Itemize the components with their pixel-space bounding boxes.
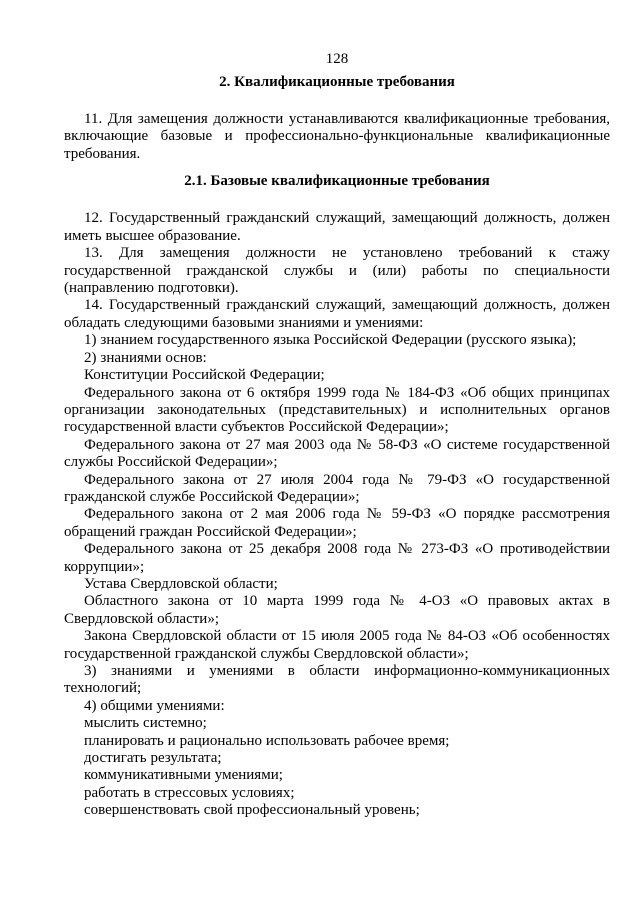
paragraph: планировать и рационально использовать рабочее время; bbox=[84, 732, 450, 749]
paragraph: 11. Для замещения должности устанавливаются квалификационные требования, включающие базовые и профессионально-функциональные квалификационные требования. bbox=[64, 110, 610, 162]
paragraph: Областного закона от 10 марта 1999 года № 4-ОЗ «О правовых актах в Свердловской области»; bbox=[64, 593, 610, 627]
paragraph: Закона Свердловской области от 15 июля 2005 года № 84-ОЗ «Об особенностях государственной гражданской службы Свердловской области»; bbox=[64, 628, 610, 662]
paragraph: 2) знаниями основ: bbox=[84, 349, 207, 366]
paragraph: Федерального закона от 6 октября 1999 года № 184-ФЗ «Об общих принципах организации законодательных (представительных) и исполнительных органов государственной власти субъектов Российской Федерации»; bbox=[64, 384, 610, 436]
paragraph: 3) знаниями и умениями в области информационно-коммуникационных технологий; bbox=[64, 663, 610, 697]
paragraph: Федерального закона от 27 июля 2004 года № 79-ФЗ «О государственной гражданской службе Российской Федерации»; bbox=[64, 471, 610, 505]
paragraph: 1) знанием государственного языка Российской Федерации (русского языка); bbox=[84, 332, 577, 349]
chapter-heading: 2. Квалификационные требования bbox=[219, 74, 455, 91]
paragraph: коммуникативными умениями; bbox=[84, 767, 283, 784]
paragraph: Устава Свердловской области; bbox=[84, 575, 278, 592]
paragraph: мыслить системно; bbox=[84, 715, 207, 732]
paragraph: Конституции Российской Федерации; bbox=[84, 367, 325, 384]
paragraph: 14. Государственный гражданский служащий, замещающий должность, должен обладать следующими базовыми знаниями и умениями: bbox=[64, 297, 610, 331]
paragraph: совершенствовать свой профессиональный уровень; bbox=[84, 802, 420, 819]
paragraph: Федерального закона от 27 мая 2003 ода № 58-ФЗ «О системе государственной службы Российской Федерации»; bbox=[64, 436, 610, 471]
section-heading: 2.1. Базовые квалификационные требования bbox=[184, 173, 490, 190]
paragraph: 4) общими умениями: bbox=[84, 697, 225, 714]
document-body bbox=[64, 74, 610, 819]
paragraph: 12. Государственный гражданский служащий, замещающий должность, должен иметь высшее образование. bbox=[64, 210, 610, 244]
paragraph: Федерального закона от 2 мая 2006 года № 59-ФЗ «О порядке рассмотрения обращений граждан Российской Федерации»; bbox=[64, 506, 610, 540]
paragraph: работать в стрессовых условиях; bbox=[84, 784, 295, 801]
page-number: 128 bbox=[325, 51, 349, 67]
paragraph: Федерального закона от 25 декабря 2008 года № 273-ФЗ «О противодействии коррупции»; bbox=[64, 541, 610, 575]
paragraph: 13. Для замещения должности не установлено требований к стажу государственной гражданской службы и (или) работы по специальности (направлению подготовки). bbox=[64, 245, 610, 297]
paragraph: достигать результата; bbox=[84, 750, 222, 767]
